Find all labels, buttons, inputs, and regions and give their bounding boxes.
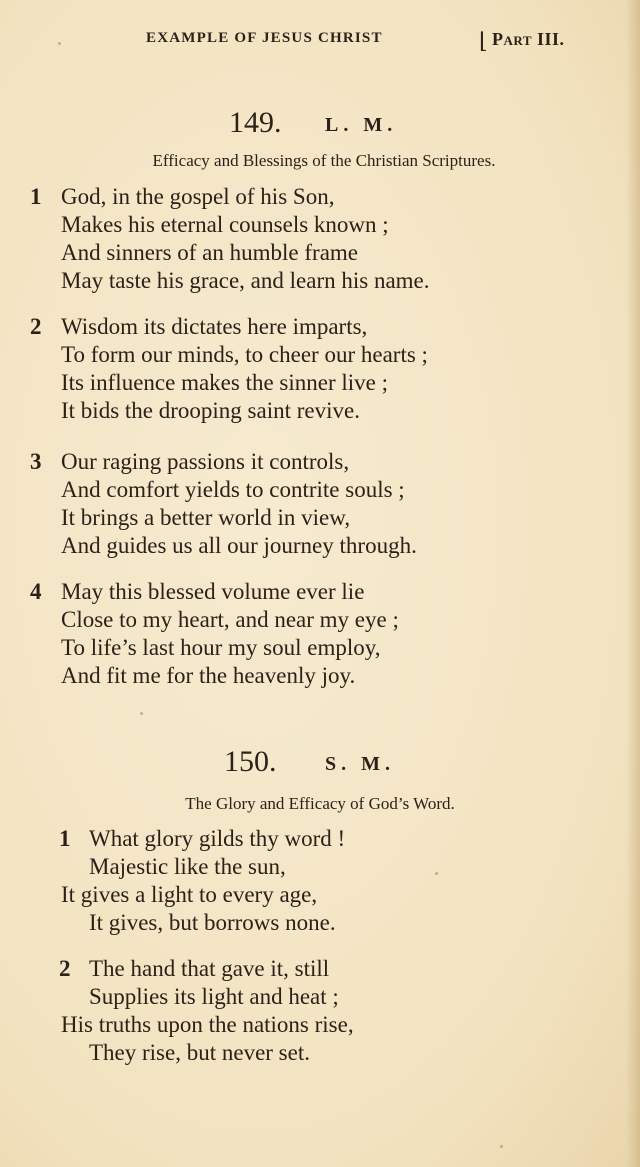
verse-line: It bids the drooping saint revive. (61, 398, 360, 423)
running-head-title: EXAMPLE OF JESUS CHRIST (146, 30, 383, 46)
paper-speck (140, 712, 143, 715)
verse-line: And fit me for the heavenly joy. (61, 663, 356, 688)
hymn-meter: L. M. (325, 114, 398, 136)
verse-line: The hand that gave it, still (89, 956, 330, 981)
verse-line: And guides us all our journey through. (61, 533, 417, 558)
hymn-meter: S. M. (325, 753, 395, 775)
verse-number: 1 (59, 826, 71, 851)
verse-line: What glory gilds thy word ! (89, 826, 346, 851)
verse-line: To form our minds, to cheer our hearts ; (61, 342, 428, 367)
verse-line: God, in the gospel of his Son, (61, 184, 335, 209)
verse-line: May this blessed volume ever lie (61, 579, 365, 604)
verse-line: Majestic like the sun, (89, 854, 286, 879)
verse-number: 2 (59, 956, 71, 981)
running-head-part: Part III. (492, 29, 565, 49)
verse-line: They rise, but never set. (89, 1040, 310, 1065)
paper-speck (435, 872, 438, 875)
verse-line: Close to my heart, and near my eye ; (61, 607, 399, 632)
verse-line: It gives a light to every age, (61, 882, 318, 907)
running-head (0, 30, 640, 54)
verse-line: Wisdom its dictates here imparts, (61, 314, 368, 339)
verse-number: 4 (30, 579, 42, 604)
page-edge-shadow (626, 0, 640, 1167)
running-head-bracket: ⌊ (479, 28, 488, 53)
verse-line: Supplies its light and heat ; (89, 984, 339, 1009)
hymn-150-subtitle: The Glory and Efficacy of God’s Word. (185, 794, 455, 813)
verse-number: 2 (30, 314, 42, 339)
verse-line: His truths upon the nations rise, (61, 1012, 354, 1037)
verse-line: And comfort yields to contrite souls ; (61, 477, 405, 502)
verse-line: To life’s last hour my soul employ, (61, 635, 381, 660)
verse-number: 1 (30, 184, 42, 209)
hymn-149-subtitle: Efficacy and Blessings of the Christian Scriptures. (152, 151, 496, 170)
verse-line: Our raging passions it controls, (61, 449, 350, 474)
hymn-number: 150. (224, 745, 277, 778)
verse-line: And sinners of an humble frame (61, 240, 359, 265)
verse-line: It gives, but borrows none. (89, 910, 336, 935)
verse-line: Its influence makes the sinner live ; (61, 370, 389, 395)
verse-line: Makes his eternal counsels known ; (61, 212, 389, 237)
hymn-150-heading (0, 745, 640, 779)
verse-line: May taste his grace, and learn his name. (61, 268, 430, 293)
hymn-number: 149. (229, 106, 282, 139)
verse-line: It brings a better world in view, (61, 505, 351, 530)
paper-speck (500, 1145, 503, 1148)
paper-speck (58, 42, 61, 45)
verse-number: 3 (30, 449, 42, 474)
hymn-149-heading (0, 106, 640, 140)
